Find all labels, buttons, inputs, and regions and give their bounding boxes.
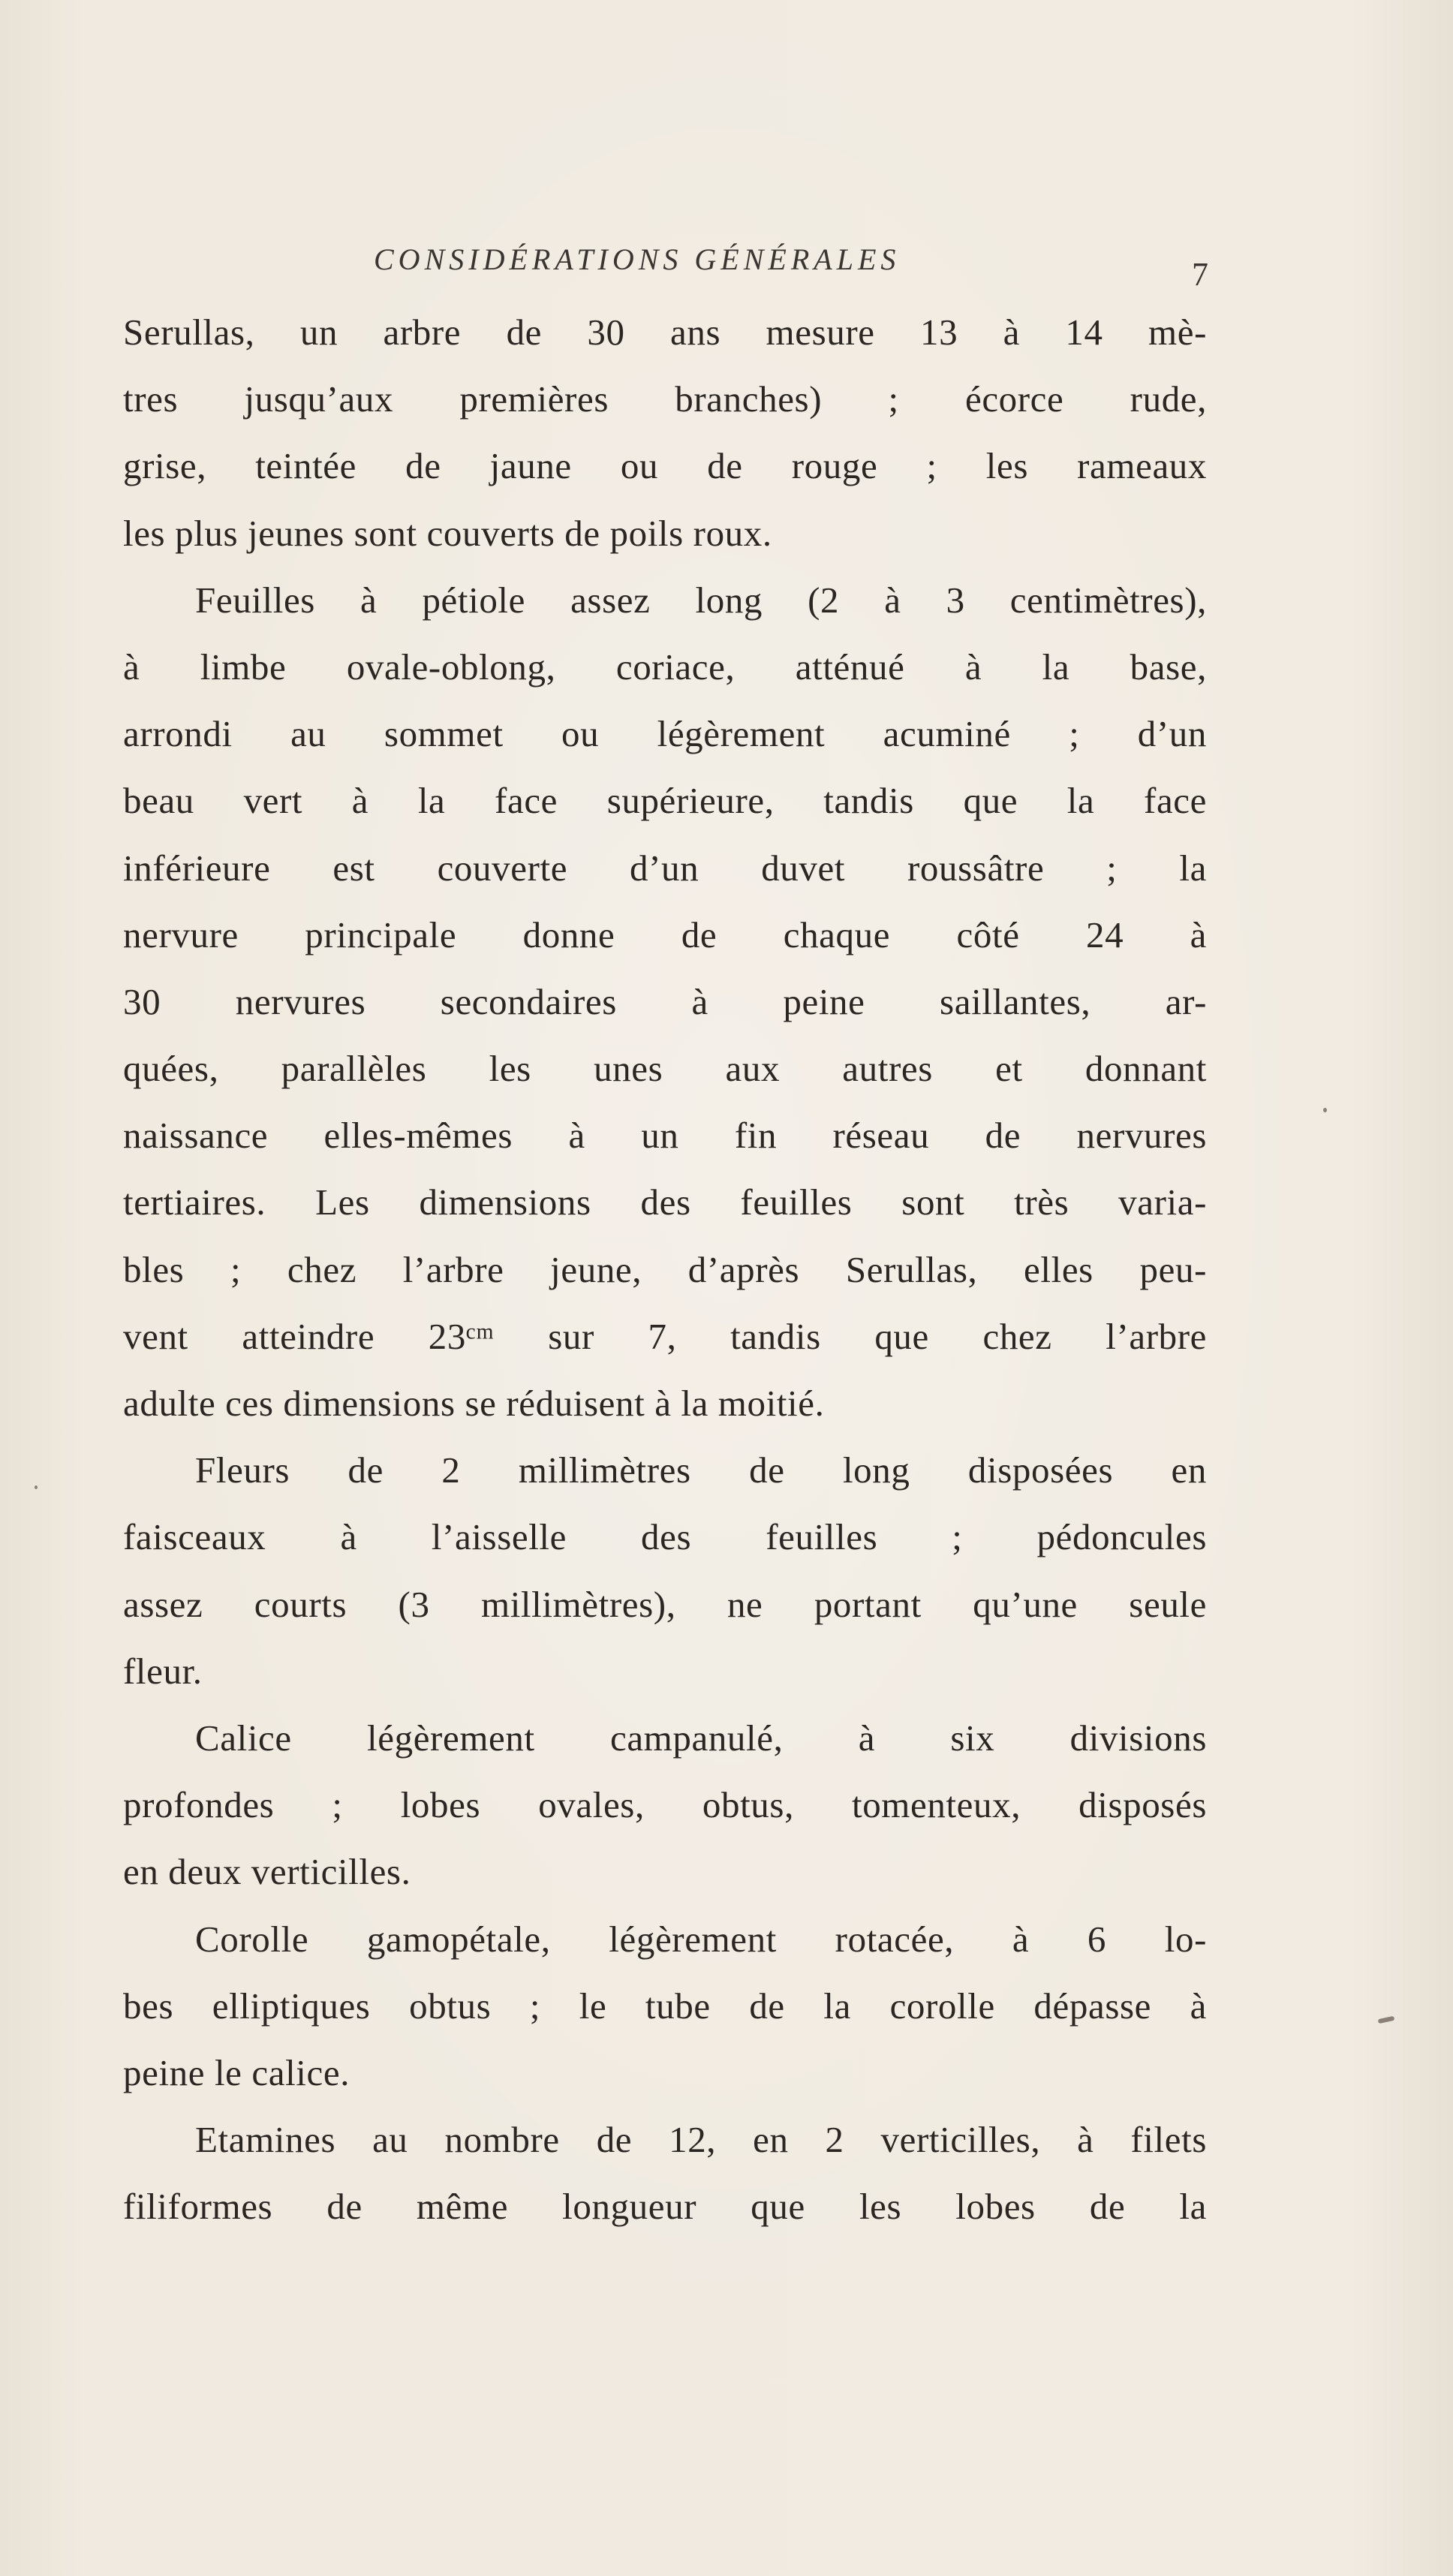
text-line: en deux verticilles. xyxy=(123,1851,411,1893)
running-title: CONSIDÉRATIONS GÉNÉRALES xyxy=(374,242,901,276)
text-line: grise, teintée de jaune ou de rouge ; les rameaux xyxy=(123,445,1207,487)
text-line: profondes ; lobes ovales, obtus, tomenteux, disposés xyxy=(123,1784,1207,1826)
text-line: arrondi au sommet ou légèrement acuminé ; d’un xyxy=(123,713,1207,755)
text-line: inférieure est couverte d’un duvet roussâtre ; la xyxy=(123,847,1207,889)
paragraph-first-line: Corolle gamopétale, légèrement rotacée, à 6 lo- xyxy=(195,1918,1207,1960)
text-line: faisceaux à l’aisselle des feuilles ; pédoncules xyxy=(123,1516,1207,1558)
text-line: bes elliptiques obtus ; le tube de la corolle dépasse à xyxy=(123,1985,1207,2027)
text-line: tres jusqu’aux premières branches) ; écorce rude, xyxy=(123,378,1207,420)
paragraph-first-line: Calice légèrement campanulé, à six divisions xyxy=(195,1717,1207,1759)
text-line: peine le calice. xyxy=(123,2051,350,2093)
text-line: à limbe ovale-oblong, coriace, atténué à la base, xyxy=(123,646,1207,688)
text-line: bles ; chez l’arbre jeune, d’après Serullas, elles peu- xyxy=(123,1248,1207,1290)
paper-speck xyxy=(1378,2016,1395,2024)
page-number: 7 xyxy=(1192,256,1208,293)
text-line: les plus jeunes sont couverts de poils roux. xyxy=(123,512,772,554)
text-line: Serullas, un arbre de 30 ans mesure 13 à 14 mè- xyxy=(123,311,1207,353)
page-header xyxy=(0,242,1453,293)
text-line: 30 nervures secondaires à peine saillantes, ar- xyxy=(123,980,1207,1022)
text-line: tertiaires. Les dimensions des feuilles sont très varia- xyxy=(123,1181,1207,1223)
paragraph-first-line: Etamines au nombre de 12, en 2 verticilles, à filets xyxy=(195,2119,1207,2161)
paper-speck xyxy=(1323,1108,1327,1112)
text-line: assez courts (3 millimètres), ne portant qu’une seule xyxy=(123,1583,1207,1625)
text-line: adulte ces dimensions se réduisent à la moitié. xyxy=(123,1383,825,1424)
text-line: naissance elles-mêmes à un fin réseau de nervures xyxy=(123,1115,1207,1157)
paragraph-first-line: Feuilles à pétiole assez long (2 à 3 centimètres), xyxy=(195,579,1207,621)
paper-speck xyxy=(35,1485,38,1489)
paragraph-first-line: Fleurs de 2 millimètres de long disposées en xyxy=(195,1449,1207,1491)
body-text xyxy=(123,299,1207,2240)
text-line: beau vert à la face supérieure, tandis que la face xyxy=(123,780,1207,822)
text-line: quées, parallèles les unes aux autres et donnant xyxy=(123,1048,1207,1090)
text-line: filiformes de même longueur que les lobes de la xyxy=(123,2186,1207,2228)
text-line: fleur. xyxy=(123,1650,203,1692)
text-line: vent atteindre 23ᶜᵐ sur 7, tandis que chez l’arbre xyxy=(123,1315,1207,1357)
text-line: nervure principale donne de chaque côté 24 à xyxy=(123,913,1207,955)
